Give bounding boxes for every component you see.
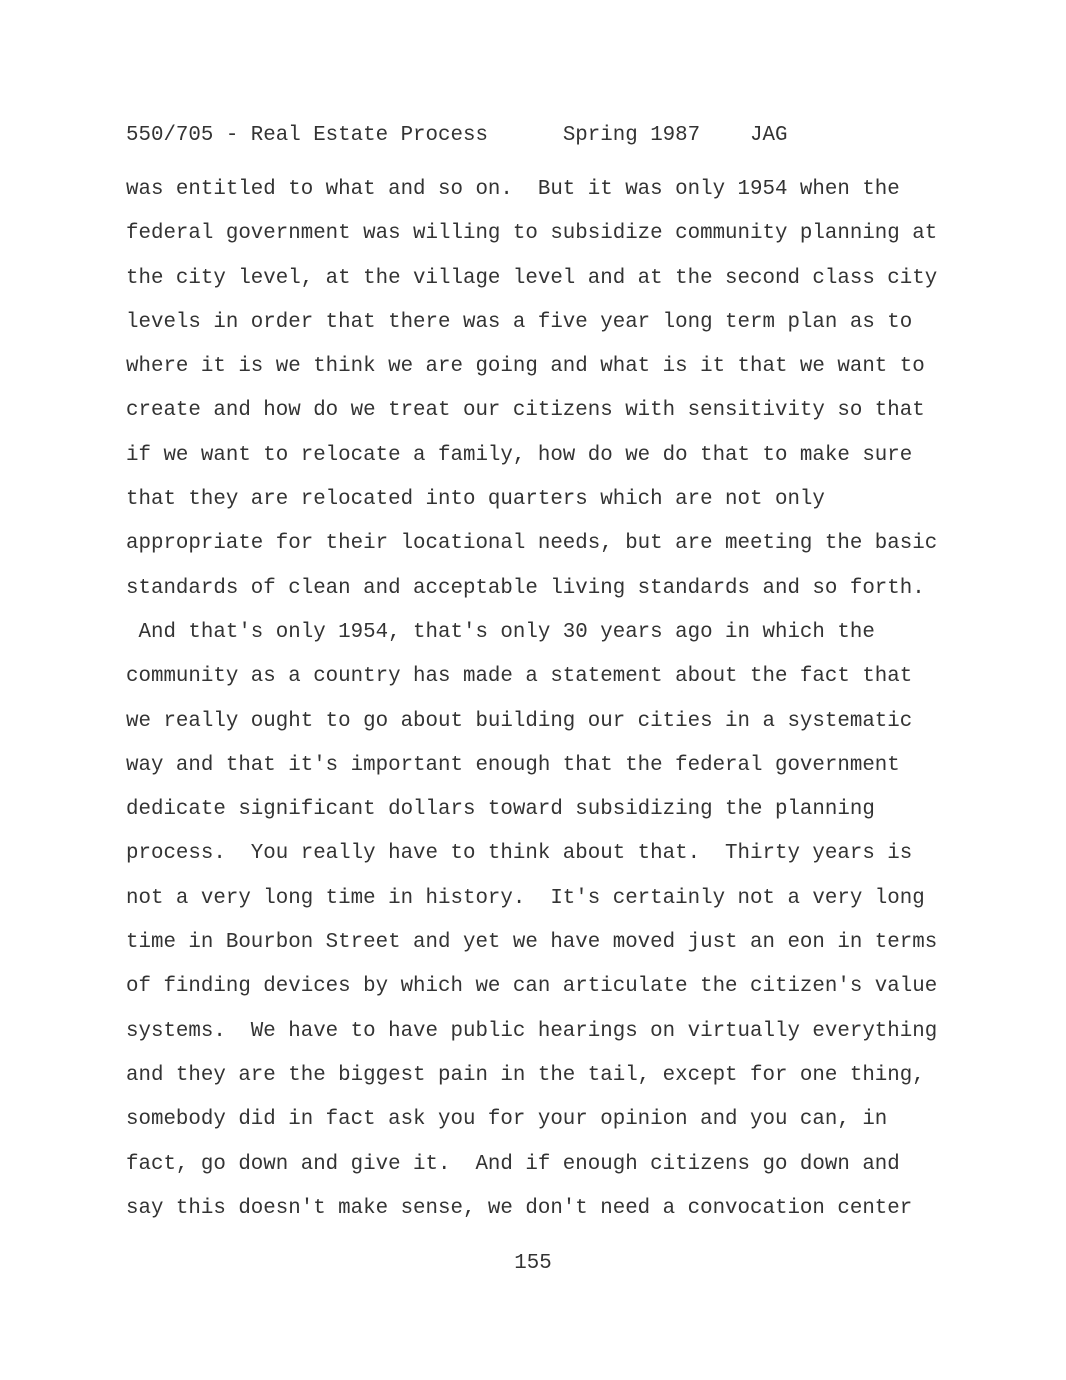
text-line: if we want to relocate a family, how do we do that to make sure bbox=[126, 443, 913, 467]
text-line: somebody did in fact ask you for your opinion and you can, in bbox=[126, 1108, 888, 1132]
text-line: time in Bourbon Street and yet we have moved just an eon in terms bbox=[126, 931, 938, 955]
text-line: standards of clean and acceptable living standards and so forth. bbox=[126, 576, 925, 600]
text-line: federal government was willing to subsidize community planning at bbox=[126, 222, 938, 246]
text-line: create and how do we treat our citizens with sensitivity so that bbox=[126, 399, 925, 423]
text-line: community as a country has made a statement about the fact that bbox=[126, 665, 913, 689]
running-header bbox=[126, 124, 788, 148]
page-number: 155 bbox=[514, 1252, 552, 1275]
text-line: that they are relocated into quarters which are not only bbox=[126, 488, 825, 512]
text-line: And that's only 1954, that's only 30 years ago in which the bbox=[126, 620, 875, 644]
text-line: fact, go down and give it. And if enough citizens go down and bbox=[126, 1152, 900, 1176]
text-line: systems. We have to have public hearings on virtually everything bbox=[126, 1019, 938, 1043]
text-line: say this doesn't make sense, we don't need a convocation center bbox=[126, 1196, 913, 1220]
header-term: Spring 1987 bbox=[562, 124, 701, 147]
text-line: way and that it's important enough that the federal government bbox=[126, 753, 900, 777]
text-line: of finding devices by which we can articulate the citizen's value bbox=[126, 975, 938, 999]
transcript-body bbox=[126, 168, 966, 1231]
text-line: the city level, at the village level and at the second class city bbox=[126, 266, 938, 290]
text-line: levels in order that there was a five year long term plan as to bbox=[126, 310, 913, 334]
text-line: dedicate significant dollars toward subsidizing the planning bbox=[126, 798, 875, 822]
text-line: was entitled to what and so on. But it was only 1954 when the bbox=[126, 178, 900, 201]
text-line: and they are the biggest pain in the tail, except for one thing, bbox=[126, 1063, 925, 1087]
text-line: not a very long time in history. It's certainly not a very long bbox=[126, 886, 925, 910]
text-line: appropriate for their locational needs, but are meeting the basic bbox=[126, 532, 938, 556]
header-course: 550/705 - Real Estate Process bbox=[126, 124, 488, 147]
header-initials: JAG bbox=[750, 124, 788, 147]
text-line: we really ought to go about building our cities in a systematic bbox=[126, 709, 913, 733]
text-line: where it is we think we are going and what is it that we want to bbox=[126, 355, 925, 379]
text-line: process. You really have to think about that. Thirty years is bbox=[126, 842, 913, 866]
